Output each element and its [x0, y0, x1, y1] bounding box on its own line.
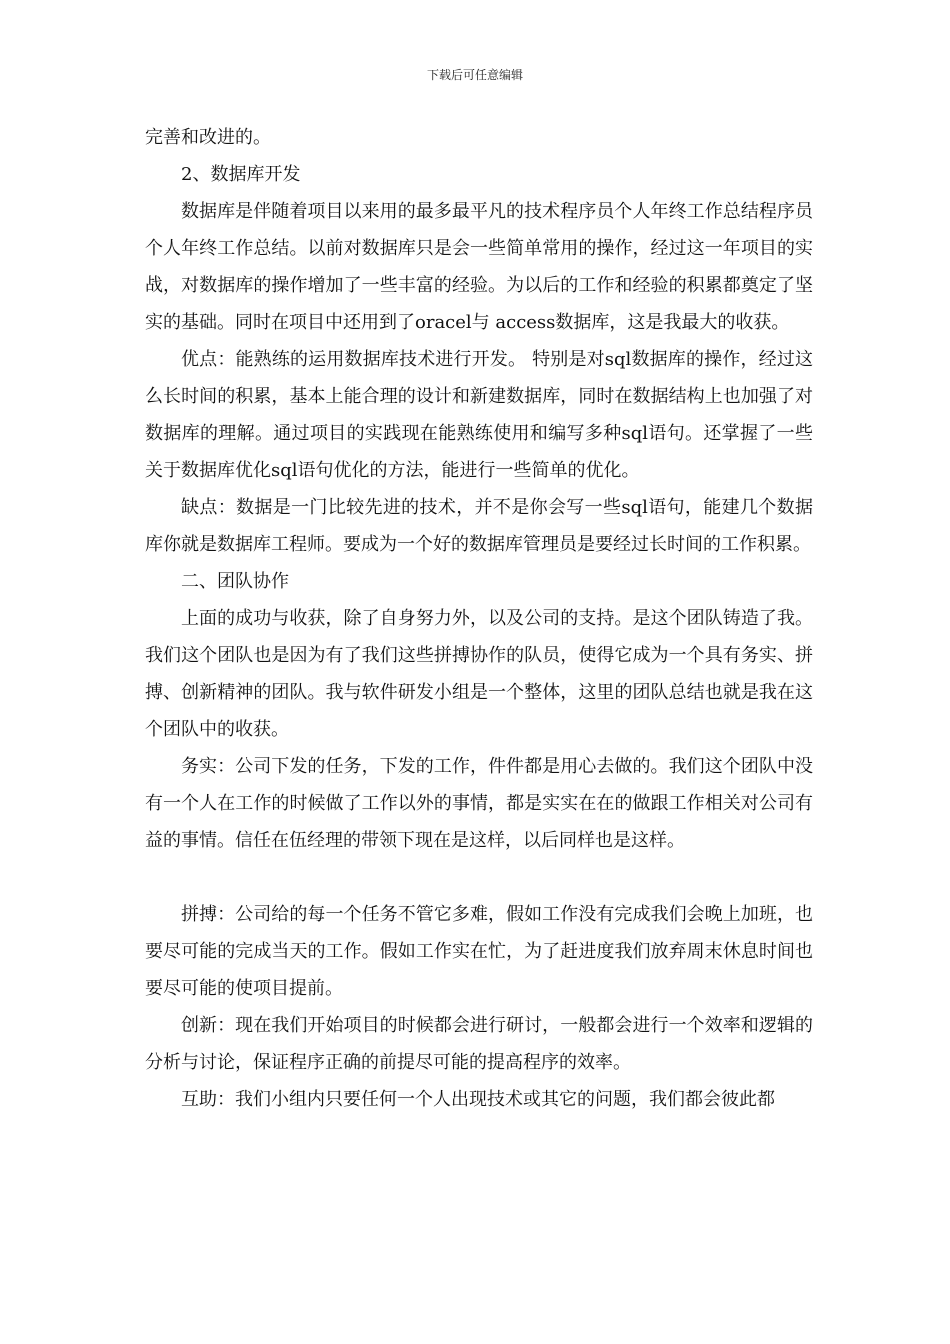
section-heading-database: 2、数据库开发 [181, 164, 301, 185]
paragraph-continuation: 完善和改进的。 [145, 127, 271, 148]
paragraph-strengths: 优点：能熟练的运用数据库技术进行开发。 特别是对sql数据库的操作，经过这么长时间的积累，基本上能合理的设计和新建数据库，同时在数据结构上也加强了对数据库的理解。通过项目的实践现在能熟练使用和编写多种sql语句。还掌握了一些关于数据库优化sql语句优化的方法，能进行一些简单的优化。 [145, 349, 813, 481]
paragraph-mutual-help: 互助：我们小组内只要任何一个人出现技术或其它的问题，我们都会彼此都 [181, 1089, 775, 1110]
paragraph-database-intro: 数据库是伴随着项目以来用的最多最平凡的技术程序员个人年终工作总结程序员个人年终工作总结。以前对数据库只是会一些简单常用的操作，经过这一年项目的实战，对数据库的操作增加了一些丰富的经验。为以后的工作和经验的积累都奠定了坚实的基础。同时在项目中还用到了oracel与 access数据库，这是我最大的收获。 [145, 201, 813, 333]
document-body [145, 119, 813, 1118]
paragraph-pragmatic: 务实：公司下发的任务，下发的工作，件件都是用心去做的。我们这个团队中没有一个人在工作的时候做了工作以外的事情，都是实实在在的做跟工作相关对公司有益的事情。信任在伍经理的带领下现在是这样，以后同样也是这样。 [145, 756, 813, 851]
paragraph-team-intro: 上面的成功与收获，除了自身努力外，以及公司的支持。是这个团队铸造了我。我们这个团队也是因为有了我们这些拼搏协作的队员，使得它成为一个具有务实、拼搏、创新精神的团队。我与软件研发小组是一个整体，这里的团队总结也就是我在这个团队中的收获。 [145, 608, 813, 740]
paragraph-innovation: 创新：现在我们开始项目的时候都会进行研讨，一般都会进行一个效率和逻辑的分析与讨论，保证程序正确的前提尽可能的提高程序的效率。 [145, 1015, 813, 1073]
paragraph-hardwork: 拼搏：公司给的每一个任务不管它多难，假如工作没有完成我们会晚上加班，也要尽可能的完成当天的工作。假如工作实在忙，为了赶进度我们放弃周末休息时间也要尽可能的使项目提前。 [145, 904, 813, 999]
page-header: 下载后可任意编辑 [426, 68, 523, 82]
section-heading-teamwork: 二、团队协作 [181, 571, 289, 592]
paragraph-weaknesses: 缺点：数据是一门比较先进的技术，并不是你会写一些sql语句，能建几个数据库你就是数据库工程师。要成为一个好的数据库管理员是要经过长时间的工作积累。 [145, 497, 813, 555]
